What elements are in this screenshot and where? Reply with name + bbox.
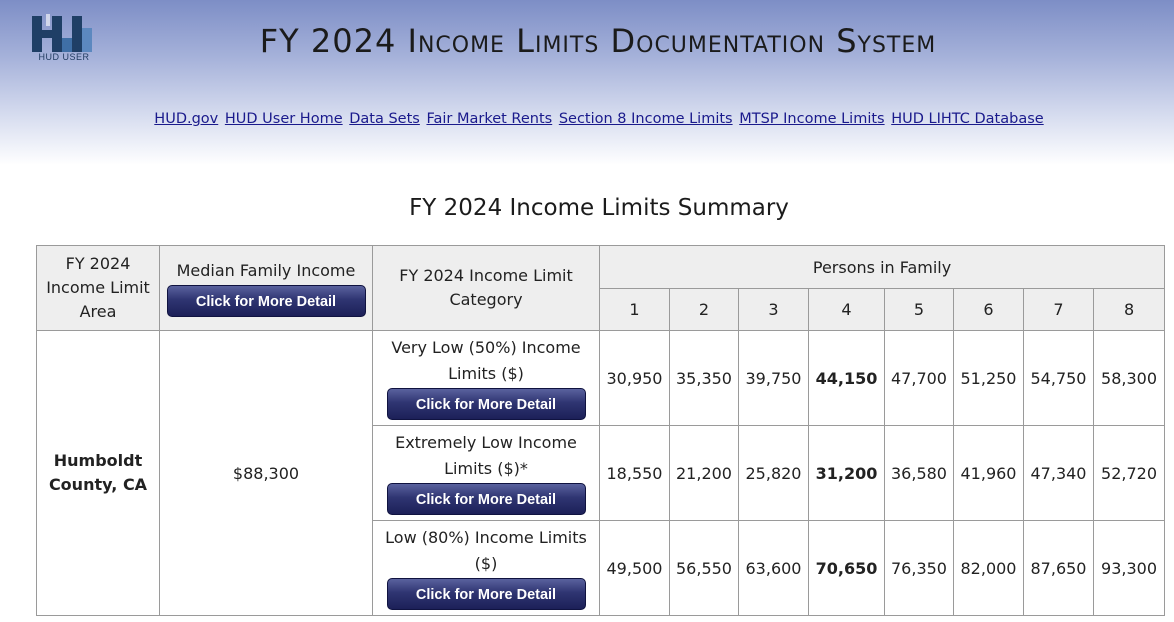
- header-persons-2: 2: [670, 289, 739, 331]
- area-name-line2: County, CA: [48, 475, 148, 494]
- income-limits-table: [36, 245, 1165, 616]
- header-income-limit-category: [373, 246, 600, 331]
- header-mfi-label: Median Family Income: [176, 261, 356, 280]
- nav-link-hud-user-home[interactable]: HUD User Home: [224, 111, 343, 127]
- value-cell: 25,820: [739, 426, 809, 521]
- table-row-very-low: [37, 331, 1165, 426]
- value-cell: 47,700: [885, 331, 954, 426]
- median-family-income-value: $88,300: [160, 331, 373, 616]
- value-cell: 21,200: [670, 426, 739, 521]
- header-persons-7: 7: [1024, 289, 1094, 331]
- nav-link-hud-gov[interactable]: HUD.gov: [154, 111, 219, 127]
- header-category-line1: FY 2024 Income Limit: [399, 266, 573, 285]
- nav-link-mtsp-income-limits[interactable]: MTSP Income Limits: [739, 111, 885, 127]
- category-label-line2: ($): [474, 554, 498, 573]
- mfi-more-detail-button[interactable]: Click for More Detail: [167, 285, 366, 317]
- value-cell: 47,340: [1024, 426, 1094, 521]
- value-cell: 51,250: [954, 331, 1024, 426]
- value-cell: 56,550: [670, 521, 739, 616]
- value-cell: 18,550: [600, 426, 670, 521]
- header-median-family-income: [160, 246, 373, 331]
- header-area-line1: FY 2024: [65, 254, 131, 273]
- value-cell: 30,950: [600, 331, 670, 426]
- value-cell: 63,600: [739, 521, 809, 616]
- very-low-more-detail-button[interactable]: Click for More Detail: [387, 388, 586, 420]
- nav-link-hud-lihtc-database[interactable]: HUD LIHTC Database: [891, 111, 1044, 127]
- value-cell-highlight: 70,650: [809, 521, 885, 616]
- area-name-line1: Humboldt: [53, 451, 143, 470]
- header-area-line3: Area: [79, 302, 117, 321]
- value-cell: 54,750: [1024, 331, 1094, 426]
- header-persons-6: 6: [954, 289, 1024, 331]
- value-cell: 36,580: [885, 426, 954, 521]
- header-category-line2: Category: [449, 290, 523, 309]
- summary-title: FY 2024 Income Limits Summary: [409, 195, 789, 221]
- category-label-line1: Low (80%) Income Limits: [385, 528, 587, 547]
- value-cell: 49,500: [600, 521, 670, 616]
- value-cell: 87,650: [1024, 521, 1094, 616]
- income-limit-area-cell: [37, 331, 160, 616]
- category-cell-extremely-low: [373, 426, 600, 521]
- header-area-line2: Income Limit: [46, 278, 150, 297]
- header-income-limit-area: [37, 246, 160, 331]
- value-cell-highlight: 31,200: [809, 426, 885, 521]
- site-title: FY 2024 Income Limits Documentation System: [259, 22, 937, 60]
- extremely-low-more-detail-button[interactable]: Click for More Detail: [387, 483, 586, 515]
- site-header: [0, 0, 1174, 165]
- header-persons-5: 5: [885, 289, 954, 331]
- value-cell: 76,350: [885, 521, 954, 616]
- nav-link-fair-market-rents[interactable]: Fair Market Rents: [426, 111, 553, 127]
- header-persons-4: 4: [809, 289, 885, 331]
- value-cell: 93,300: [1094, 521, 1165, 616]
- header-persons-in-family: Persons in Family: [600, 246, 1165, 289]
- header-persons-8: 8: [1094, 289, 1165, 331]
- category-label-line2: Limits ($)*: [444, 459, 528, 478]
- top-nav: [0, 111, 1174, 127]
- value-cell: 35,350: [670, 331, 739, 426]
- value-cell-highlight: 44,150: [809, 331, 885, 426]
- value-cell: 82,000: [954, 521, 1024, 616]
- value-cell: 39,750: [739, 331, 809, 426]
- value-cell: 58,300: [1094, 331, 1165, 426]
- header-persons-1: 1: [600, 289, 670, 331]
- low-more-detail-button[interactable]: Click for More Detail: [387, 578, 586, 610]
- nav-link-data-sets[interactable]: Data Sets: [349, 111, 420, 127]
- value-cell: 52,720: [1094, 426, 1165, 521]
- category-cell-low: [373, 521, 600, 616]
- category-label-line2: Limits ($): [448, 364, 524, 383]
- nav-link-section-8-income-limits[interactable]: Section 8 Income Limits: [558, 111, 733, 127]
- logo-caption: HUD USER: [38, 52, 90, 62]
- table-header-row: [37, 246, 1165, 289]
- category-label-line1: Extremely Low Income: [395, 433, 577, 452]
- value-cell: 41,960: [954, 426, 1024, 521]
- category-cell-very-low: [373, 331, 600, 426]
- header-persons-3: 3: [739, 289, 809, 331]
- category-label-line1: Very Low (50%) Income: [391, 338, 581, 357]
